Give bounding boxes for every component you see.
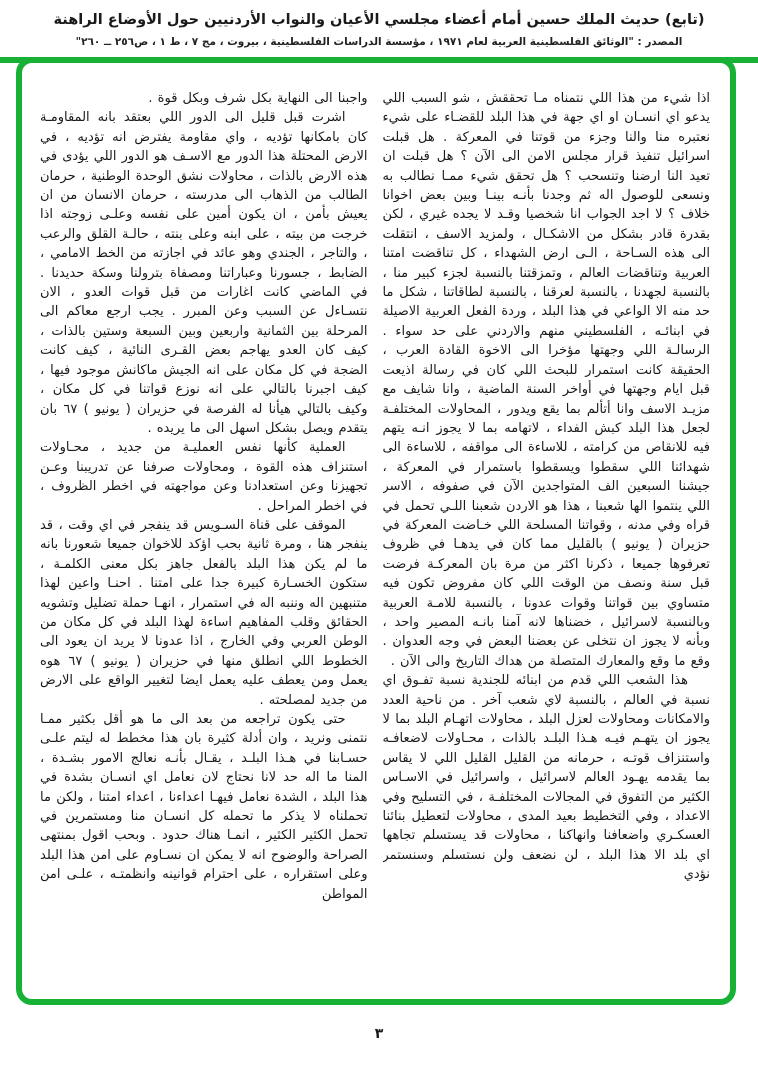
document-header <box>0 10 758 48</box>
paragraph: واجبنا الى النهاية بكل شرف وبكل قوة . <box>148 91 368 106</box>
text-columns <box>40 89 710 983</box>
paragraph: حتى يكون تراجعه من بعد الى ما هو أقل بكثير ممـا نتمنى ونريد ، وان أدلة كثيرة بان هذا مخطط له ليتم علـى حسـابنا في هـذا البلـد ، يقـال بأنـه نعالج الامور بشـدة ، المنا ما اله حد لانا نحتاج لان نعامل اي انسـان بشدة في هذا البلد ، الشدة نعامل فيهـا اعداءنا ، اعداء امتنا ، ولكن ما تحملناه لا يذكر ما تحمله كل انسـان منا ومستمرين في تحمل الكثير الكثير ، انمـا هناك حدود . وبحب اقول بمنتهى الصراحة والوضوح انه لا يمكن ان نسـاوم على امن هذا البلد وعلى استقراره ، على احترام قوانينه وانظمتـه ، علـى امن المواطن <box>40 712 368 902</box>
source-line: المصدر : "الوثائق الفلسطينية العربية لعام ١٩٧١ ، مؤسسة الدراسات الفلسطينية ، بيروت ، مج ٧ ، ط ١ ، ص٢٥٦ ــ ٢٦٠" <box>75 36 683 49</box>
column-right <box>383 89 711 983</box>
paragraph: الموقف على قناة السـويس قد ينفجر في اي وقت ، قد ينفجر هنا ، ومرة ثانية بحب اؤكد للاخوان جميعا شعورنا بانه ما لم يكن هذا البلد بالفعل جاهز بكل معنى الكلمـة ، ستكون الخسـارة كبيرة جدا على امتنا . احنـا واعين لهذا متنبهين اله وننبه اله في استمرار ، انهـا حملة تضليل وتشويه الحقائق وقلب المفاهيم اساءة لهذا البلد في كل مكان من الوطن العربي وفي الخارج ، اذا عدونا لا يريد ان يعود الى الخطوط اللي انطلق منها في حزيران ( يونيو ) ٦٧ هوه يعمل ومن يعطف عليه يعمل ايضا لتغيير الواقع على الارض من جديد لمصلحته . <box>40 517 368 708</box>
text-frame <box>16 57 736 1005</box>
paragraph: اذا شيء من هذا اللي نتمناه مـا تحققش ، شو السبب اللي يدعو اي انسـان او اي جهة في هذا البلد للقضـاء على شيء نعتبره منا والنا وجزء من قوتنا في المعركة . هل قبلت اسرائيل تنفيذ قرار مجلس الامن الى الآن ؟ هل قبلت ان تعيد النا ارضنا وتنسحب ؟ هل تحقق شيء ممـا نطالب به ونسعى للوصول اله ثم وجدنا بأنـه بينـا وبين بعض اخوانا خلاف ؟ لا اجد الجواب انا شخصيا وقـد لا يجده غيري ، لكن بقدرة قادر بشكل من الاشكـال ، ولمزيد الاسف ، انتقلت الى هذه السـاحة ، الـى ارض الشهداء ، كل تناقضت امتنا العربية وتناقضات العالم ، وتمزقتنا بالنسبة لجزء كبير منا ، بالنسبة لجهدنا ، بالنسبة لعرقنا ، بالنسبة لطاقاتنا ، شكل ما حد منه الا الواعي في هذا البلد ، وردة الفعل العربية الاصيلة في ابنائـه ، الفلسطيني منهم والاردني على حد سواء . الرسالـة اللي وجهتها مؤخرا الى الاخوة القادة العرب ، الحقيقة كانت استمرار للبحث اللي كان في رسالة اذيعت قبل ايام وجهتها في أواخر السنة الماضية ، وانا شايف مع مزيـد الاسف وانا أتألم بما يقع ويدور ، المحاولات المختلفـة لجعل هذا البلد كبش الفداء ، لاتهامه بما لا يجوز انـه يتهم فيه للانقاص من كرامته ، للاساءة الى مواقفه ، للاساءة الى شهدائنا اللي سقطوا ويسقطوا باستمرار في المعركة ، جيشنا السبعين الف المتواجدين الآن في صفوفه ، الاسر اللي ينتموا الها شعبنا ، هذا هو الاردن شعبنا اللـي تحمل في قراه وفي مدنه ، وقواتنا المسلحة اللي خـاضت المعركة في حزيران ( يونيو ) بالقليل مما كان في يدهـا في ظروف تعرفوها جميعا ، ذكرنا اكثر من مرة بان المعركـة فرضت قبل سنة ونصف من الوقت اللي كان مفروض تكون فيه متساوي بين قواتنا وقوات عدونا ، بالنسبة للامـة العربية وبالنسبة لاسرائيل ، خضناها لانه آمنا بانـه المصير واحد ، وبأنه لا يجوز ان نتخلى عن بعضنا البعض في وجه العدوان . وقع ما وقع والمعارك المتصلة من هداك التاريخ والى الآن . <box>382 91 710 669</box>
paragraph: العملية كأنها نفس العمليـة من جديد ، محـاولات استنزاف هذه القوة ، ومحاولات صرفنا عن تدريبنا وعـن تجهيزنا وعن استعدادنا وعن مواجهته في اخطر الظروف ، في اخطر المراحل . <box>40 440 368 514</box>
paragraph: اشرت قبل قليل الى الدور اللي بعتقد بانه المقاومـة كان بامكانها تؤديه ، واي مقاومة يفترض انه تؤديه ، في الارض المحتلة هذا الدور مع الاسـف هو الدور اللي يؤدى في هذه الارض بالذات ، محاولات نشق الوحدة الوطنية ، حرمان الطالب من الذهاب الى مدرسته ، حرمان الانسان من ان يعيش بأمن ، ان يكون أمين على نفسه وعلـى زوجته اذا خرجت من بيته ، على ابنه وعلى بنته ، حالـة القلق والرعب ، والتاجر ، الجندي وهو عائد في اجازته من الخط الامامي ، الضابط ، جسورنا وعباراتنا ومصفاة بترولنا وسكة حديدنا . في الماضي كانت اغارات من قبل قوات العدو ، الان نتسـاءل عن السبب وعن المبرر . يجب ارجع معاكم الى المرحلة بين الثمانية واربعين وبين السبعة وستين بالذات ، كيف كان العدو يهاجم بعض القـرى النائية ، كيف كانت الضجة في كل مكان على انه الجيش ماكانش موجود فيها ، كيف اجبرنا بالتالي على انه نوزع قواتنا في كل مكان ، وكيف بالتالي هيأنا له الفرصة في حزيران ( يونيو ) ٦٧ بان يتقدم ويصل بشكل اسهل الى ما يريده . <box>40 110 368 436</box>
paragraph: هذا الشعب اللي قدم من ابنائه للجندية نسبة تفـوق اي نسبة في العالم ، بالنسبة لاي شعب آخر . من ناحية العدد والامكانات ومحاولات لعزل البلد ، محاولات اتهـام البلد بما لا يجوز ان يتهـم فيـه هـذا البلـد بالذات ، محـاولات لاضعافـه واستنزاف قوتـه ، حرمانه من القليل القليل اللي لا يقاس بما يقدمه يهـود العالم لاسرائيل ، واسرائيل في الاسـاس الكثير من التفوق في المجالات المختلفـة ، في التسليح وفي الاعداد ، وفي التخطيط بعيد المدى ، محاولات لتعطيل بنائنا العسكـري واضعافنا وانهاكنا ، محاولات قد يستسلم تجاهها اي بلد الا هذا البلد ، لن نضعف ولن نستسلم وسنستمر نؤدي <box>382 673 710 883</box>
page-title: (تابع) حديث الملك حسين أمام أعضاء مجلسي الأعيان والنواب الأردنيين حول الأوضاع الراهنة <box>53 12 705 28</box>
page-number: ٣ <box>374 1026 384 1042</box>
column-left <box>40 89 368 983</box>
